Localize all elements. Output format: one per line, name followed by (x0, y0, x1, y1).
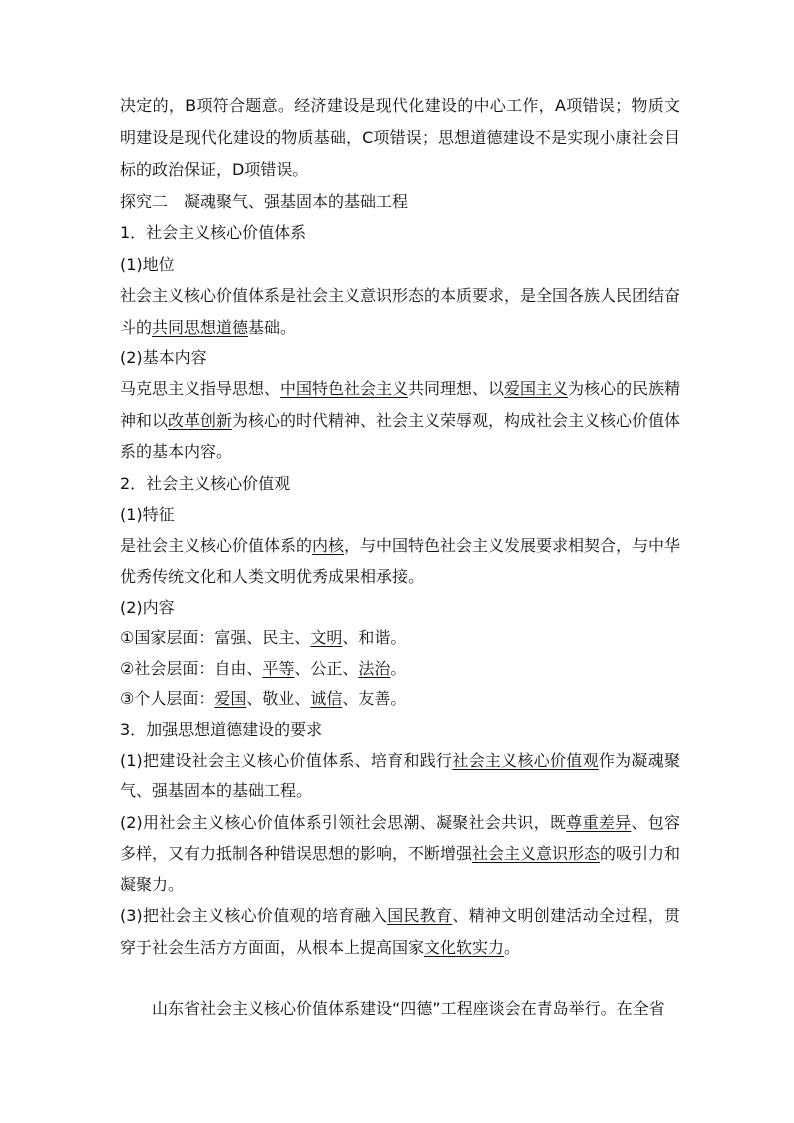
text-segment: 、精神文明创建活动全过程，贯 (452, 906, 680, 925)
text-segment: (2)用社会主义核心价值体系引领社会思潮、凝聚社会共识，既 (120, 813, 567, 832)
text-segment: ①国家层面：富强、民主、 (120, 628, 311, 647)
text-line (120, 561, 680, 593)
text-line (120, 900, 680, 932)
text-line (120, 622, 680, 654)
text-line (120, 745, 680, 777)
text-line (120, 90, 680, 122)
text-segment: 。 (504, 938, 521, 957)
underlined-key-term: 改革创新 (168, 411, 233, 430)
text-segment: 基础。 (248, 318, 297, 337)
text-segment: 为核心的民族精 (568, 379, 680, 398)
text-line (120, 280, 680, 312)
text-segment: 3．加强思想道德建设的要求 (120, 720, 323, 739)
text-segment: 神和以 (120, 411, 169, 430)
text-segment: (3)把社会主义核心价值观的培育融入 (120, 906, 388, 925)
text-segment: ②社会层面：自由、 (120, 659, 263, 678)
text-line (120, 683, 680, 715)
text-line (120, 932, 680, 964)
text-line (120, 217, 680, 249)
text-line (120, 405, 680, 437)
text-line (120, 592, 680, 624)
underlined-key-term: 共同思想道德 (152, 318, 249, 337)
text-segment: (2)内容 (120, 598, 175, 617)
text-line (120, 530, 680, 562)
underlined-key-term: 中国特色社会主义 (280, 379, 409, 398)
text-line (120, 869, 680, 901)
text-line (120, 342, 680, 374)
text-segment: 是社会主义核心价值体系的 (120, 536, 313, 555)
text-segment: 、友善。 (342, 689, 407, 708)
text-segment: ，与中国特色社会主义发展要求相契合，与中华 (344, 536, 680, 555)
text-segment: 、公正、 (294, 659, 359, 678)
text-segment: 优秀传统文化和人类文明优秀成果相承接。 (120, 567, 425, 586)
text-line (120, 714, 680, 746)
text-segment: 的吸引力和 (600, 844, 680, 863)
text-segment: 山东省社会主义核心价值体系建设“四德”工程座谈会在青岛举行。在全省 (152, 999, 665, 1018)
text-segment: 社会主义核心价值体系是社会主义意识形态的本质要求，是全国各族人民团结奋 (120, 286, 680, 305)
text-line (120, 186, 680, 218)
underlined-key-term: 社会主义意识形态 (472, 844, 601, 863)
text-segment: 多样，又有力抵制各种错误思想的影响，不断增强 (120, 844, 473, 863)
text-line (120, 653, 680, 685)
text-segment: 决定的，B项符合题意。经济建设是现代化建设的中心工作，A项错误；物质文 (120, 96, 680, 115)
text-segment: 共同理想、以 (408, 379, 505, 398)
underlined-key-term: 爱国主义 (504, 379, 569, 398)
text-segment: 系的基本内容。 (120, 442, 233, 461)
text-segment: (1)地位 (120, 255, 175, 274)
text-segment: 探究二 凝魂聚气、强基固本的基础工程 (120, 192, 409, 211)
underlined-key-term: 文明 (310, 628, 343, 647)
text-line (120, 154, 680, 186)
text-segment: 凝聚力。 (120, 875, 185, 894)
text-line (120, 373, 680, 405)
underlined-key-term: 平等 (262, 659, 295, 678)
text-line (120, 468, 680, 500)
text-segment: 明建设是现代化建设的物质基础，C项错误；思想道德建设不是实现小康社会目 (120, 128, 680, 147)
text-segment: 为核心的时代精神、社会主义荣辱观，构成社会主义核心价值体 (232, 411, 680, 430)
text-line (120, 775, 680, 807)
underlined-key-term: 内核 (312, 536, 345, 555)
text-segment: ③个人层面： (120, 689, 215, 708)
text-segment: 作为凝魂聚 (598, 751, 680, 770)
text-segment: (2)基本内容 (120, 348, 207, 367)
text-segment: (1)特征 (120, 505, 175, 524)
text-line (152, 993, 680, 1025)
text-line (120, 436, 680, 468)
text-segment: 气、强基固本的基础工程。 (120, 781, 313, 800)
text-segment: 1．社会主义核心价值体系 (120, 223, 307, 242)
text-segment: (1)把建设社会主义核心价值体系、培育和践行 (120, 751, 453, 770)
text-segment: 斗的 (120, 318, 153, 337)
underlined-key-term: 爱国 (214, 689, 247, 708)
text-segment: 标的政治保证，D项错误。 (120, 160, 309, 179)
text-segment: 穿于社会生活方方面面，从根本上提高国家 (120, 938, 425, 957)
underlined-key-term: 文化软实力 (424, 938, 505, 957)
text-segment: 马克思主义指导思想、 (120, 379, 281, 398)
underlined-key-term: 法治 (358, 659, 391, 678)
text-line (120, 312, 680, 344)
text-segment: 、敬业、 (246, 689, 311, 708)
underlined-key-term: 社会主义核心价值观 (452, 751, 599, 770)
text-segment: 、和谐。 (342, 628, 407, 647)
text-line (120, 499, 680, 531)
text-line (120, 249, 680, 281)
underlined-key-term: 诚信 (310, 689, 343, 708)
underlined-key-term: 国民教育 (387, 906, 453, 925)
text-segment: 、包容 (631, 813, 680, 832)
text-line (120, 838, 680, 870)
text-segment: 。 (390, 659, 407, 678)
text-segment: 2．社会主义核心价值观 (120, 474, 291, 493)
text-line (120, 122, 680, 154)
underlined-key-term: 尊重差异 (566, 813, 632, 832)
text-line (120, 807, 680, 839)
